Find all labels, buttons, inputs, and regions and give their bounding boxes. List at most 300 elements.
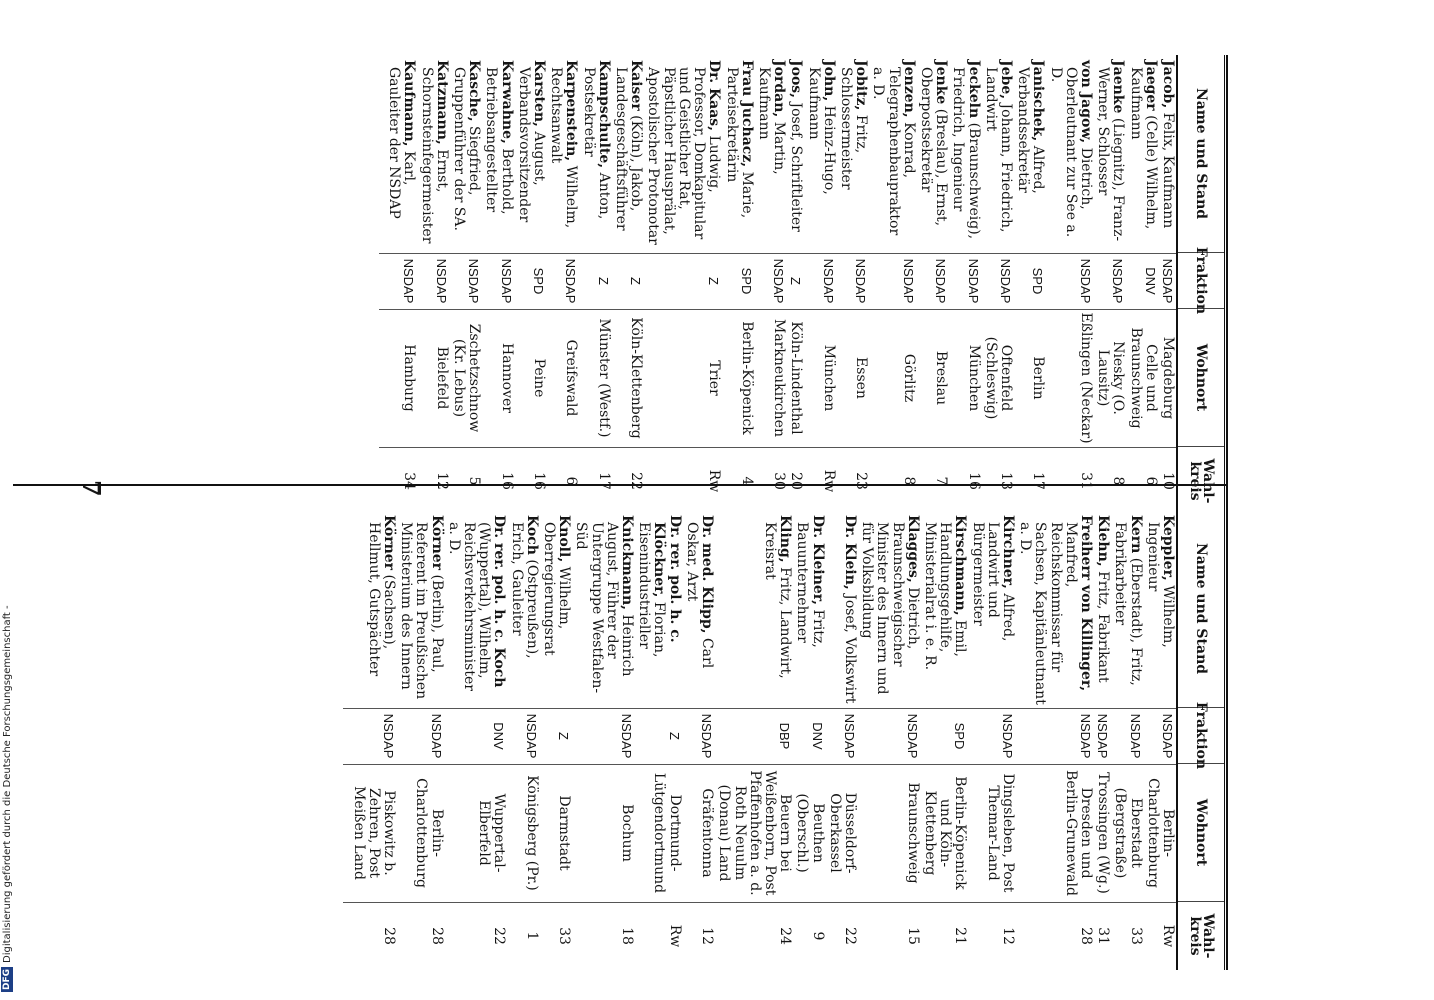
member-residence: München	[820, 344, 837, 412]
member-name-cell	[445, 510, 508, 708]
member-details: (Braunschweig), Friedrich, Ingenieur	[950, 67, 982, 240]
member-details: Dietrich, Oberleutnant zur See a. D.	[1047, 67, 1094, 238]
member-residence: Köln-Klettenberg	[628, 317, 645, 439]
member-surname: Dr. Kleiner,	[809, 515, 826, 606]
table-row	[787, 55, 804, 515]
table-row	[968, 510, 1016, 970]
member-name-cell	[397, 510, 445, 708]
member-residence: Zschetzschnow (Kr. Lebus)	[451, 323, 483, 433]
table-row	[397, 510, 445, 970]
member-faction: NSDAP	[433, 258, 449, 304]
member-district: 13	[997, 472, 1014, 490]
member-residence: Bielefeld	[433, 346, 450, 410]
header-rule-thin	[1224, 55, 1225, 515]
member-details: Fritz, Fabrikant	[1095, 566, 1112, 683]
member-surname: Klagges,	[904, 515, 921, 583]
header-district: Wahl- kreis	[1187, 913, 1216, 959]
member-surname: Dr. Klein,	[841, 515, 858, 590]
member-residence: Görlitz	[900, 353, 917, 403]
member-name-cell	[755, 55, 787, 253]
page-number: 7	[77, 480, 106, 497]
member-faction: NSDAP	[820, 258, 836, 304]
member-faction: SPD	[1030, 267, 1046, 295]
member-details: (Wuppertal), Wilhelm, Reichsverkehrsminister a. D.	[445, 522, 493, 691]
member-surname: Kaiser	[628, 60, 645, 111]
member-district: Rw	[666, 924, 683, 948]
header-district: Wahl- kreis	[1187, 458, 1216, 504]
member-residence: Eberstadt (Bergstraße)	[1112, 787, 1144, 879]
table-row	[1126, 55, 1158, 515]
member-district: 8	[900, 476, 917, 486]
member-surname: Jebe,	[997, 60, 1014, 100]
member-residence: Hamburg	[401, 344, 418, 412]
member-name-cell	[683, 510, 715, 708]
member-name-cell	[804, 55, 836, 253]
member-table-right	[349, 510, 1228, 970]
column-line	[343, 902, 1176, 903]
member-name-cell	[826, 510, 858, 708]
member-name-cell	[917, 55, 949, 253]
member-name-cell	[1126, 55, 1158, 253]
member-details: Siegfried, Gruppenführer der SA.	[451, 67, 483, 231]
member-name-cell	[417, 55, 449, 253]
member-details: Alfred, Landwirt und Bürgermeister	[969, 522, 1016, 642]
member-faction: NSDAP	[1127, 713, 1143, 759]
member-district: 18	[619, 927, 636, 945]
column-line	[343, 708, 1176, 709]
table-body	[385, 55, 1176, 515]
member-details: Dietrich, Braunschweigischer Minister des Innern und für Volksbildung	[859, 522, 921, 695]
member-details: (Breslau), Ernst, Oberpostsekretär	[917, 67, 950, 227]
member-residence: Trier	[706, 360, 723, 396]
member-details: (Eberstadt), Fritz, Fabrikarbeiter	[1112, 522, 1144, 686]
member-details: Heinrich August, Führer der Untergruppe Westfalen-Süd	[573, 522, 636, 694]
member-district: 17	[595, 472, 612, 490]
member-faction: NSDAP	[401, 258, 417, 304]
table-row	[635, 510, 683, 970]
member-faction: Z	[628, 277, 644, 285]
member-faction: NSDAP	[965, 258, 981, 304]
member-faction: NSDAP	[523, 713, 539, 759]
member-surname: Jacob,	[1160, 60, 1176, 109]
member-district: 30	[771, 472, 788, 490]
member-details: Karl, Gauleiter der NSDAP	[386, 67, 418, 219]
member-district: 10	[1160, 472, 1176, 490]
member-name-cell	[1159, 55, 1176, 253]
column-line	[379, 253, 1176, 254]
table-row	[482, 55, 514, 515]
member-name-cell	[612, 55, 644, 253]
member-residence: Berlin-Charlottenburg	[413, 778, 445, 888]
member-surname: Knoll,	[556, 515, 573, 563]
member-district: 22	[491, 927, 508, 945]
member-faction: NSDAP	[1160, 258, 1175, 304]
member-district: 28	[381, 927, 398, 945]
member-district: 23	[853, 472, 870, 490]
member-faction: Z	[556, 732, 572, 740]
member-residence: Dingsleben, Post Themar-Land	[984, 773, 1016, 893]
member-district: 21	[952, 927, 969, 945]
member-faction: NSDAP	[904, 713, 920, 759]
member-faction: NSDAP	[1110, 258, 1126, 304]
member-district: 34	[401, 472, 418, 490]
member-district: 31	[1077, 472, 1094, 490]
member-name-cell	[1111, 510, 1143, 708]
member-residence: Breslau	[933, 350, 950, 406]
member-faction: DNV	[491, 722, 507, 750]
member-faction: NSDAP	[699, 713, 715, 759]
member-surname: Janischek,	[1030, 60, 1047, 142]
table-row	[949, 55, 981, 515]
member-district: 24	[777, 927, 794, 945]
member-residence: Köln-Lindenthal	[788, 321, 805, 435]
member-district: 12	[999, 927, 1016, 945]
header-rule	[1226, 55, 1228, 515]
member-residence: Düsseldorf-Oberkassel	[826, 792, 858, 874]
member-surname: Kling,	[777, 515, 794, 563]
member-faction: NSDAP	[900, 258, 916, 304]
member-district: 6	[1142, 476, 1159, 486]
member-name-cell	[1014, 55, 1046, 253]
member-name-cell	[1094, 55, 1126, 253]
column-line	[379, 309, 1176, 310]
member-name-cell	[1094, 510, 1111, 708]
member-residence: Berlin-Köpenick und Köln-Klettenberg	[921, 776, 969, 890]
member-name-cell	[1016, 510, 1094, 708]
table-row	[826, 510, 858, 970]
member-district: 8	[1110, 476, 1127, 486]
member-residence: Beuern bei Weißenborn, Post Pfaffenhofen a. d. Roth Neuulm (Donau) Land	[716, 770, 794, 896]
member-details: Felix, Kaufmann	[1160, 108, 1176, 229]
member-surname: Körner	[428, 515, 445, 571]
member-district: 7	[933, 476, 950, 486]
member-surname: Jobitz,	[853, 60, 870, 111]
member-name-cell	[515, 55, 547, 253]
member-district: 31	[1095, 927, 1112, 945]
member-name-cell	[968, 510, 1016, 708]
member-residence: Bochum	[619, 804, 636, 862]
header-name: Name und Stand	[1178, 510, 1224, 708]
member-faction: SPD	[531, 267, 547, 295]
member-district: 6	[563, 476, 580, 486]
table-row	[683, 510, 715, 970]
member-residence: Trossingen (Wg.)	[1095, 772, 1112, 894]
member-surname: Jordan,	[771, 60, 788, 118]
member-name-cell	[540, 510, 572, 708]
member-surname: Dr. Kaas,	[706, 60, 723, 132]
member-name-cell	[1144, 510, 1176, 708]
member-details: Fritz, Landwirt, Kreisrat	[761, 522, 794, 679]
member-name-cell	[635, 510, 683, 708]
member-details: (Köln), Jakob, Landesgeschäftsführer	[613, 67, 645, 231]
member-residence: Königsberg (Pr.)	[523, 775, 540, 891]
member-district: 15	[904, 927, 921, 945]
table-row	[445, 510, 508, 970]
member-details: Wilhelm, Rechtsanwalt	[548, 67, 580, 229]
member-faction: SPD	[738, 267, 754, 295]
member-residence: Wuppertal-Elberfeld	[476, 793, 508, 873]
member-surname: von Jagow,	[1077, 60, 1094, 144]
table-row	[644, 55, 722, 515]
member-details: Johann, Friedrich, Landwirt	[982, 67, 1014, 233]
member-surname: Karpenstein,	[563, 60, 580, 162]
member-residence: Eßlingen (Neckar)	[1077, 312, 1094, 444]
member-surname: Koch	[523, 515, 540, 555]
table-row	[1094, 55, 1126, 515]
member-faction: NSDAP	[428, 713, 444, 759]
member-surname: Dr. rer. pol. h. c. Klöckner,	[651, 515, 683, 643]
member-faction: NSDAP	[1077, 713, 1093, 759]
member-district: 4	[738, 476, 755, 486]
member-faction: NSDAP	[1160, 713, 1175, 759]
member-details: Carl Oskar, Arzt	[683, 522, 716, 669]
column-line	[379, 447, 1176, 448]
digitization-credit	[1, 597, 17, 992]
member-district: 1	[523, 931, 540, 941]
member-name-cell	[949, 55, 981, 253]
member-surname: Kirschmann,	[952, 515, 969, 616]
table-header	[1176, 510, 1224, 970]
member-details: (Sachsen), Hellmut, Gutspächter	[365, 522, 398, 677]
member-district: 12	[699, 927, 716, 945]
member-faction: NSDAP	[841, 713, 857, 759]
member-surname: Dr. rer. pol. h. c. Koch	[491, 515, 508, 688]
member-name-cell	[450, 55, 482, 253]
member-faction: SPD	[952, 722, 968, 750]
member-name-cell	[982, 55, 1014, 253]
table-row	[1016, 510, 1094, 970]
member-residence: Hannover	[498, 343, 515, 413]
member-district: 22	[841, 927, 858, 945]
member-residence: Münster (Westf.)	[595, 318, 612, 438]
member-surname: Jaeger	[1142, 60, 1159, 111]
member-details: Fritz, Bauunternehmer	[794, 522, 826, 648]
member-faction: NSDAP	[771, 258, 787, 304]
member-name-cell	[572, 510, 635, 708]
member-residence: Dresden und Berlin-Grunewald	[1062, 770, 1094, 896]
member-name-cell	[482, 55, 514, 253]
member-details: Wilhelm, Ingenieur	[1144, 522, 1176, 648]
member-residence: Niesky (O. Lausitz)	[1095, 341, 1127, 415]
member-details: Florian, Eisenindustrieller	[636, 522, 668, 658]
member-district: 22	[628, 472, 645, 490]
member-details: Manfred, Reichskommissar für Sachsen, Kapitänleutnant a. D.	[1017, 522, 1079, 705]
member-faction: NSDAP	[381, 713, 397, 759]
member-residence: Greifswald	[563, 339, 580, 417]
member-district: 17	[1030, 472, 1047, 490]
member-details: Josef, Volkswirt	[841, 589, 858, 704]
member-district: 16	[965, 472, 982, 490]
member-surname: Kirchner,	[999, 515, 1016, 589]
member-faction: DNV	[809, 722, 825, 750]
member-residence: Beuthen (Oberschl.)	[794, 793, 826, 873]
header-rule-thin	[1224, 510, 1225, 970]
header-residence: Wohnort	[1178, 764, 1224, 902]
member-district: Rw	[820, 469, 837, 493]
table-row	[1111, 510, 1143, 970]
member-residence: Celle und Braunschweig	[1127, 327, 1159, 429]
member-surname: Jaenke	[1110, 60, 1127, 114]
member-surname: Jeckeln	[965, 60, 982, 119]
header-faction: Fraktion	[1178, 253, 1224, 309]
member-details: Fritz, Schlossermeister	[837, 67, 870, 190]
table-row	[804, 55, 836, 515]
member-name-cell	[349, 510, 397, 708]
table-row	[917, 55, 949, 515]
member-name-cell	[385, 55, 417, 253]
member-residence: Braunschweig	[904, 782, 921, 884]
table-row	[921, 510, 969, 970]
member-surname: Joos,	[788, 60, 805, 99]
member-name-cell	[1046, 55, 1094, 253]
member-surname: John,	[820, 60, 837, 102]
table-row	[1159, 55, 1176, 515]
table-row	[450, 55, 482, 515]
member-name-cell	[722, 55, 754, 253]
member-name-cell	[787, 55, 804, 253]
member-details: Ernst, Schornsteinfegermeister	[418, 67, 450, 244]
table-body	[349, 510, 1176, 970]
member-faction: Z	[788, 277, 804, 285]
member-surname: Knickmann,	[619, 515, 636, 611]
member-details: Heinz-Hugo, Kaufmann	[805, 67, 837, 195]
member-residence: Oftenfeld (Schleswig)	[982, 336, 1014, 420]
table-row	[417, 55, 449, 515]
member-name-cell	[644, 55, 722, 253]
table-row	[349, 510, 397, 970]
member-residence: Essen	[853, 357, 870, 399]
member-faction: NSDAP	[1095, 713, 1111, 759]
member-surname: Jenzen,	[900, 60, 917, 118]
member-district: 20	[788, 472, 805, 490]
member-surname: Freiherr von Killinger,	[1077, 515, 1094, 692]
member-table-left	[385, 55, 1228, 515]
table-header	[1176, 55, 1224, 515]
member-faction: Z	[706, 277, 722, 285]
member-faction: DBP	[777, 722, 793, 750]
member-faction: DNV	[1142, 267, 1158, 295]
member-faction: NSDAP	[853, 258, 869, 304]
member-name-cell	[869, 55, 917, 253]
member-district: 9	[809, 931, 826, 941]
member-residence: Gräfentonna	[699, 788, 716, 878]
table-row	[572, 510, 635, 970]
member-faction: Z	[666, 732, 682, 740]
member-name-cell	[921, 510, 969, 708]
member-details: Alfred, Verbandssekretär	[1015, 67, 1047, 194]
member-faction: NSDAP	[563, 258, 579, 304]
member-surname: Körner	[381, 515, 398, 571]
member-residence: Darmstadt	[556, 795, 573, 871]
member-details: (Berlin), Paul, Referent im Preußischen Ministerium des Innern	[398, 522, 445, 700]
member-details: Martin, Kaufmann	[755, 67, 788, 175]
member-details: (Liegnitz), Franz-Werner, Schlosser	[1095, 67, 1127, 242]
member-surname: Keppler,	[1160, 515, 1176, 581]
table-row	[837, 55, 869, 515]
header-residence: Wohnort	[1178, 309, 1224, 447]
member-district: 5	[466, 476, 483, 486]
member-name-cell	[715, 510, 793, 708]
member-surname: Katzmann,	[433, 60, 450, 145]
member-details: (Celle) Wilhelm, Kaufmann	[1127, 67, 1159, 230]
member-faction: Z	[595, 277, 611, 285]
member-details: (Ostpreußen), Erich, Gauleiter	[508, 522, 540, 659]
header-faction: Fraktion	[1178, 708, 1224, 764]
table-row	[722, 55, 754, 515]
member-name-cell	[579, 55, 611, 253]
member-surname: Kampschulte,	[595, 60, 612, 169]
member-details: August, Verbandsvorsitzender	[515, 67, 548, 223]
table-row	[858, 510, 921, 970]
table-row	[612, 55, 644, 515]
member-district: 33	[1127, 927, 1144, 945]
member-faction: NSDAP	[498, 258, 514, 304]
member-residence: Piskowitz b. Zehren, Post Meißen Land	[350, 786, 398, 880]
column-line	[343, 764, 1176, 765]
member-district: 33	[556, 927, 573, 945]
table-row	[1014, 55, 1046, 515]
member-faction: NSDAP	[997, 258, 1013, 304]
member-residence: Magdeburg	[1160, 336, 1176, 420]
table-row	[715, 510, 793, 970]
member-faction: NSDAP	[466, 258, 482, 304]
table-row	[869, 55, 917, 515]
member-residence: München	[965, 344, 982, 412]
table-row	[515, 55, 547, 515]
member-details: Anton, Postsekretär	[580, 67, 612, 220]
member-surname: Dr. med. Klipp,	[699, 515, 716, 634]
dfg-logo: DFG	[2, 968, 12, 990]
member-details: Ludwig, Professor, Domkapitular und Geistlicher Rat, Päpstlicher Hausprälat, Apostolischer Protonotar	[645, 67, 723, 245]
member-surname: Kiehn,	[1095, 515, 1112, 567]
member-details: Konrad, Telegraphenbaupraktor a. D.	[870, 67, 917, 236]
member-faction: NSDAP	[999, 713, 1015, 759]
member-residence: Dortmund-Lütgendortmund	[651, 772, 683, 894]
member-name-cell	[793, 510, 825, 708]
table-row	[1046, 55, 1094, 515]
member-faction: NSDAP	[933, 258, 949, 304]
member-details: Marie, Parteisekretärin	[723, 67, 755, 219]
member-district: Rw	[706, 469, 723, 493]
header-name: Name und Stand	[1178, 55, 1224, 253]
member-faction: NSDAP	[1077, 258, 1093, 304]
table-row	[982, 55, 1014, 515]
credit-text: Digitalisierung gefördert durch die Deutsche Forschungsgemeinschaft -	[2, 605, 13, 963]
member-district: 16	[498, 472, 515, 490]
member-surname: Frau Juchacz,	[738, 60, 755, 168]
table-row	[385, 55, 417, 515]
member-faction: NSDAP	[619, 713, 635, 759]
member-details: Josef, Schriftleiter	[788, 98, 805, 232]
table-row	[579, 55, 611, 515]
member-details: Berthold, Betriebsangestellter	[483, 67, 515, 215]
table-row	[755, 55, 787, 515]
member-details: Wilhelm, Oberregierungsrat	[541, 522, 573, 656]
table-row	[547, 55, 579, 515]
table-row	[540, 510, 572, 970]
member-name-cell	[858, 510, 921, 708]
table-row	[507, 510, 539, 970]
member-residence: Peine	[531, 358, 548, 398]
table-row	[793, 510, 825, 970]
member-name-cell	[547, 55, 579, 253]
member-surname: Kaufmann,	[401, 60, 418, 147]
member-surname: Kern	[1127, 515, 1144, 554]
table-row	[1144, 510, 1176, 970]
member-name-cell	[837, 55, 869, 253]
member-district: 16	[531, 472, 548, 490]
member-name-cell	[507, 510, 539, 708]
